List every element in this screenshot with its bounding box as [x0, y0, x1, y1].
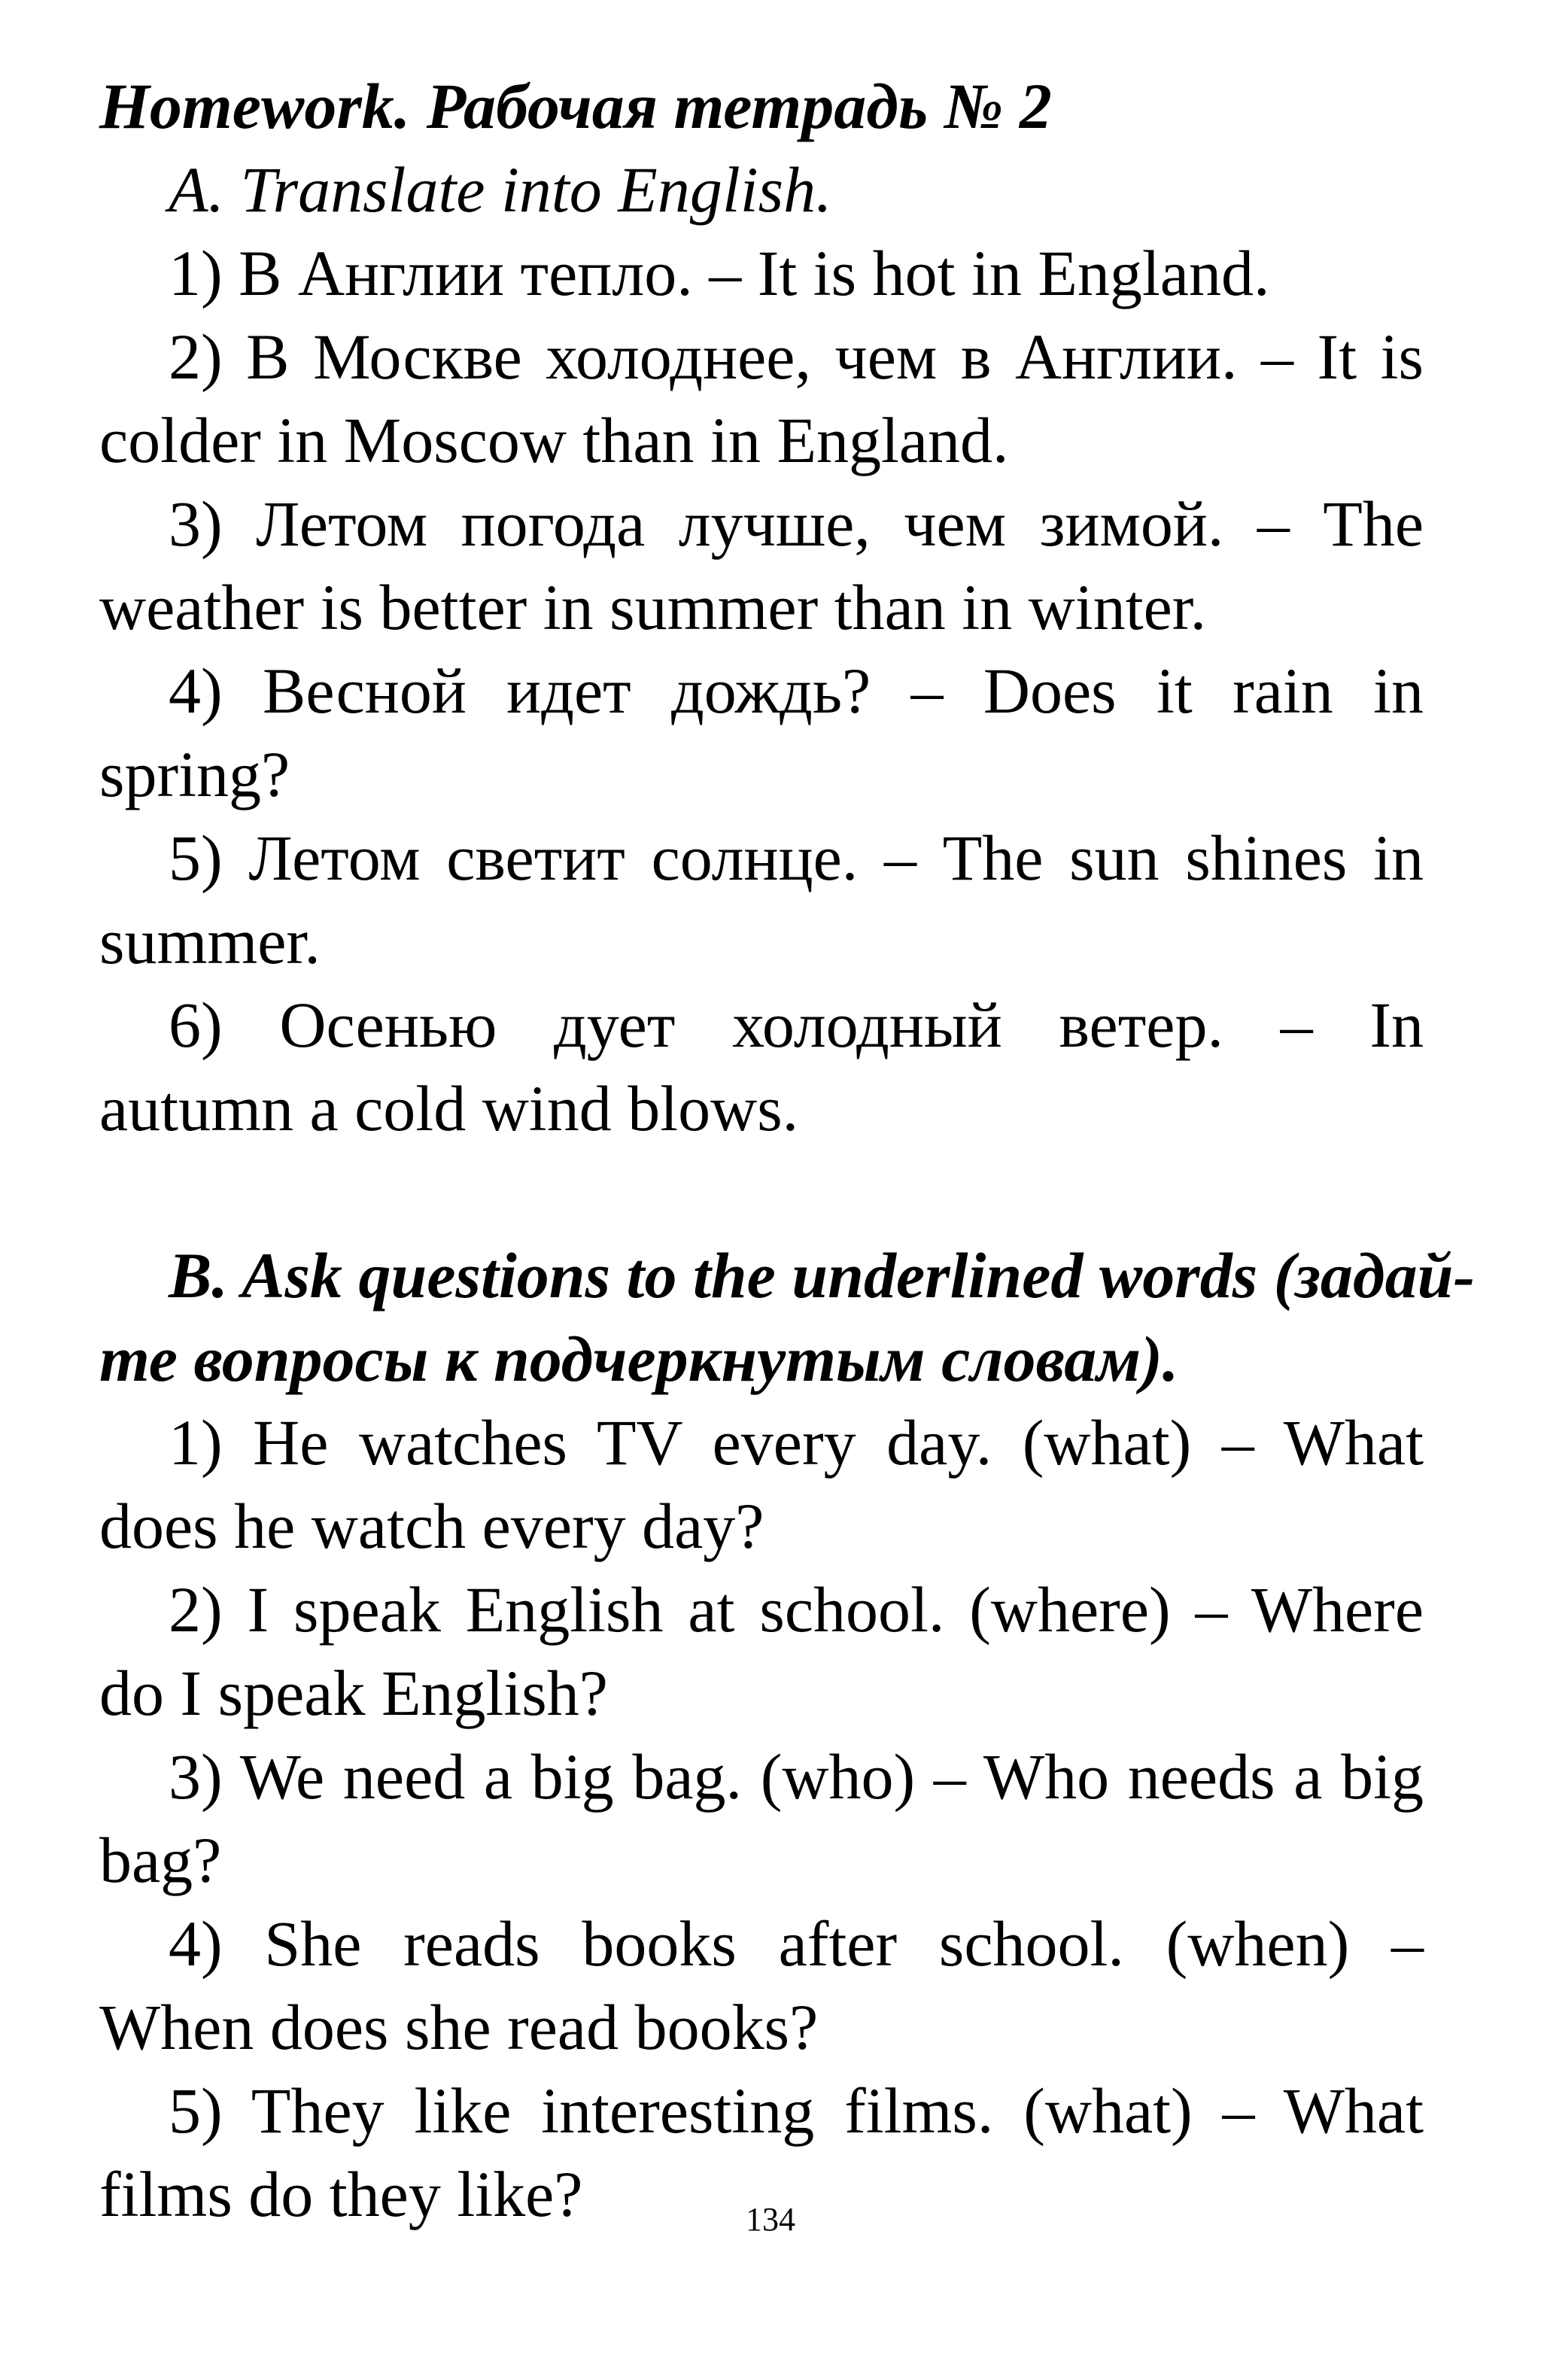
section-a-line-11: autumn a cold wind blows.	[99, 1072, 799, 1144]
section-gap	[99, 1150, 1424, 1234]
section-a-line-9: summer.	[99, 905, 321, 977]
homework-title: Homework. Рабочая тетрадь № 2	[99, 70, 1052, 142]
section-a-line-5: weather is better in summer than in winter.	[99, 571, 1207, 643]
section-a-heading: A. Translate into English.	[169, 153, 832, 226]
section-a-line-10: 6) Осенью дует холодный ветер. – In	[169, 989, 1424, 1061]
page-content	[99, 65, 1476, 2236]
section-b-line-2: does he watch every day?	[99, 1490, 764, 1562]
page-number: 134	[746, 2201, 795, 2238]
section-a-line-3: colder in Moscow than in England.	[99, 404, 1009, 476]
section-b-line-4: do I speak English?	[99, 1657, 608, 1729]
section-a-line-6: 4) Весной идет дождь? – Does it rain in	[169, 655, 1424, 727]
section-a-line-8: 5) Летом светит солнце. – The sun shines in	[169, 822, 1424, 894]
section-b-line-6: bag?	[99, 1824, 222, 1896]
section-b-line-9: 5) They like interesting films. (what) – What	[169, 2075, 1424, 2147]
section-b-line-10: films do they like?	[99, 2158, 583, 2230]
section-a-line-2: 2) В Москве холоднее, чем в Англии. – It is	[169, 321, 1424, 393]
section-b-line-8: When does she read books?	[99, 1991, 819, 2063]
section-b-line-7: 4) She reads books after school. (when) –	[169, 1907, 1424, 1980]
section-a-line-4: 3) Летом погода лучше, чем зимой. – The	[169, 488, 1424, 560]
section-b-heading-line-2: те вопросы к подчеркнутым словам).	[99, 1323, 1179, 1395]
section-b-line-5: 3) We need a big bag. (who) – Who needs a big	[169, 1740, 1424, 1813]
section-a-line-1: 1) В Англии тепло. – It is hot in England.	[169, 237, 1270, 309]
section-a-line-7: spring?	[99, 738, 290, 810]
section-b-line-1: 1) He watches TV every day. (what) – What	[169, 1406, 1424, 1479]
section-b-line-3: 2) I speak English at school. (where) – Where	[169, 1573, 1424, 1646]
section-b-heading-line-1: B. Ask questions to the underlined words (задай-	[169, 1239, 1476, 1312]
